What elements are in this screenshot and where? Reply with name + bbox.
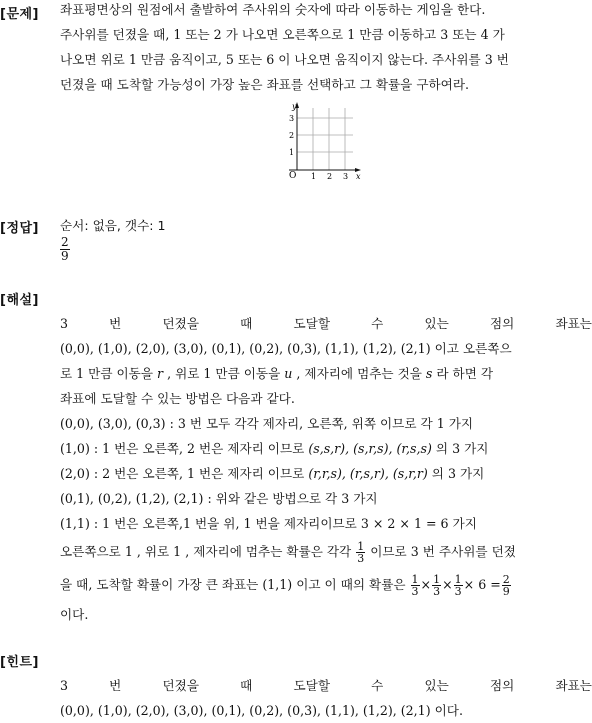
hint-word: 좌표는 [555, 678, 592, 693]
fraction-numerator: 1 [454, 573, 462, 586]
fraction-numerator: 1 [411, 573, 419, 586]
hint-word: 3 [60, 678, 69, 693]
y-tick-3: 3 [289, 114, 295, 123]
one-third-fraction [356, 541, 365, 564]
var-u: u [284, 366, 293, 381]
problem-text [60, 0, 592, 97]
problem-label: [문제] [0, 7, 39, 22]
solution-label: [해설] [0, 293, 39, 308]
y-tick-1: 1 [289, 148, 295, 157]
answer-label: [정답] [0, 221, 39, 236]
solution-line-3 [60, 361, 592, 386]
hint-word: 던졌을 [162, 678, 199, 693]
hint-text [60, 673, 592, 723]
sol-text: 오른쪽으로 1 , 위로 1 , 제자리에 멈추는 확률은 각각 [60, 544, 356, 559]
sol-word: 도달할 [293, 316, 330, 331]
x-tick-1: 1 [311, 172, 317, 181]
sol-text: 로 1 만큼 이동을 [60, 366, 158, 381]
sol-word: 번 [109, 316, 122, 331]
sequence-list: (s,s,r), (s,r,s), (r,s,s) [308, 441, 432, 456]
fraction-numerator: 2 [502, 573, 510, 586]
sol-text: 라 하면 각 [432, 366, 494, 381]
sol-word: 좌표는 [555, 316, 592, 331]
fraction-denominator: 3 [411, 585, 419, 598]
fraction-numerator: 1 [357, 540, 365, 553]
hint-word: 때 [240, 678, 253, 693]
fraction-denominator: 3 [357, 552, 365, 565]
times-sign: × [420, 577, 432, 592]
solution-line-4: 좌표에 도달할 수 있는 방법은 다음과 같다. [60, 391, 295, 406]
solution-line-6 [60, 436, 592, 461]
problem-line-2: 주사위를 던졌을 때, 1 또는 2 가 나오면 오른쪽으로 1 만큼 이동하고 3 또는 4 가 [60, 27, 505, 42]
solution-line-10 [60, 536, 592, 568]
x-tick-2: 2 [327, 172, 333, 181]
fraction-denominator: 3 [454, 585, 462, 598]
problem-line-4: 던졌을 때 도착할 가능성이 가장 높은 좌표를 선택하고 그 확률을 구하여라. [60, 77, 470, 92]
answer-block [60, 216, 592, 263]
sequence-list: (r,r,s), (r,s,r), (s,r,r) [308, 466, 428, 481]
problem-line-3: 나오면 위로 1 만큼 움직이고, 5 또는 6 이 나오면 움직이지 않는다. 주사위를 3 번 [60, 52, 509, 67]
var-r: r [157, 366, 164, 381]
hint-word: 번 [109, 678, 122, 693]
answer-line: 순서: 없음, 갯수: 1 [60, 218, 166, 233]
sol-word: 3 [60, 316, 69, 331]
answer-numerator: 2 [61, 235, 69, 249]
origin-label: O [289, 171, 297, 181]
solution-line-2: (0,0), (1,0), (2,0), (3,0), (0,1), (0,2), (0,3), (1,1), (1,2), (2,1) 이고 오른쪽으 [60, 341, 512, 356]
times-sign: × [442, 577, 453, 592]
solution-line-9: (1,1) : 1 번은 오른쪽,1 번을 위, 1 번을 제자리이므로 3 × 2 × 1 = 6 가지 [60, 516, 477, 531]
sol-text: (2,0) : 2 번은 오른쪽, 1 번은 제자리 이므로 [60, 466, 309, 481]
sol-text: , 위로 1 만큼 이동을 [163, 366, 285, 381]
sol-word: 수 [371, 316, 384, 331]
hint-word: 점의 [489, 678, 515, 693]
sol-text: 의 3 가지 [427, 466, 485, 481]
sol-text: (1,0) : 1 번은 오른쪽, 2 번은 제자리 이므로 [60, 441, 309, 456]
expr-tail: × 6 = [463, 577, 501, 592]
solution-line-12: 이다. [60, 607, 89, 622]
sol-word: 있는 [424, 316, 449, 331]
sol-word: 던졌을 [162, 316, 199, 331]
solution-line-5: (0,0), (3,0), (0,3) : 3 번 모두 각각 제자리, 오른쪽, 위쪽 이므로 각 1 가지 [60, 416, 474, 431]
fraction-denominator: 9 [502, 585, 510, 598]
result-fraction [502, 574, 511, 597]
sol-text: 이므로 3 번 주사위를 던졌 [366, 544, 516, 559]
var-s: s [425, 366, 433, 381]
hint-line-1 [60, 673, 592, 698]
sol-word: 때 [240, 316, 253, 331]
x-axis-label: x [356, 172, 361, 181]
fraction-denominator: 3 [433, 585, 441, 598]
one-third-fraction [411, 574, 420, 597]
coordinate-graph [283, 100, 363, 182]
solution-line-8: (0,1), (0,2), (1,2), (2,1) : 위와 같은 방법으로 각 3 가지 [60, 491, 378, 506]
problem-line-1: 좌표평면상의 원점에서 출발하여 주사위의 숫자에 따라 이동하는 게임을 한다. [60, 2, 486, 17]
hint-word: 있는 [424, 678, 449, 693]
solution-text [60, 311, 592, 627]
sol-word: 점의 [489, 316, 515, 331]
y-axis-label: y [292, 102, 297, 111]
fraction-numerator: 1 [433, 573, 441, 586]
answer-fraction [60, 236, 70, 263]
solution-line-1 [60, 311, 592, 336]
sol-text: 의 3 가지 [431, 441, 489, 456]
solution-line-7 [60, 461, 592, 486]
one-third-fraction [454, 574, 463, 597]
answer-denominator: 9 [61, 249, 69, 263]
y-tick-2: 2 [289, 131, 295, 140]
hint-word: 도달할 [293, 678, 330, 693]
hint-label: [힌트] [0, 655, 39, 670]
sol-text: 을 때, 도착할 확률이 가장 큰 좌표는 (1,1) 이고 이 때의 확률은 [60, 577, 410, 592]
x-tick-3: 3 [343, 172, 349, 181]
one-third-fraction [432, 574, 441, 597]
hint-word: 수 [371, 678, 384, 693]
sol-text: , 제자리에 멈추는 것을 [292, 366, 426, 381]
solution-line-11 [60, 568, 592, 602]
hint-line-2: (0,0), (1,0), (2,0), (3,0), (0,1), (0,2), (0,3), (1,1), (1,2), (2,1) 이다. [60, 703, 463, 718]
